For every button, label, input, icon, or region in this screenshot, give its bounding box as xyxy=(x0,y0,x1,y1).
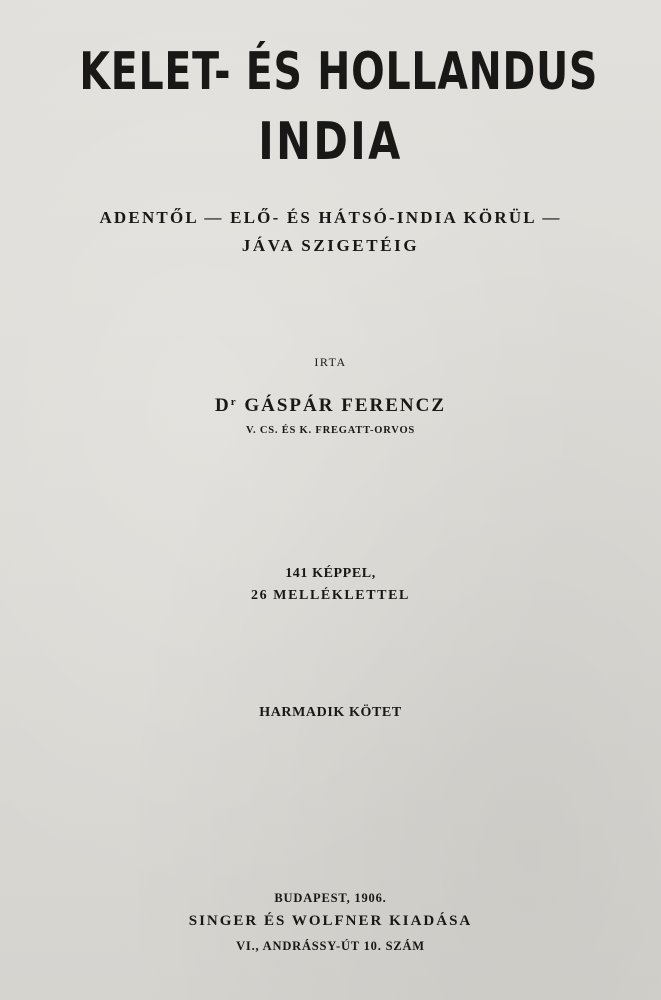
imprint-publisher: SINGER ÉS WOLFNER KIADÁSA xyxy=(188,913,473,929)
volume-label: HARMADIK KÖTET xyxy=(259,705,402,720)
author-prefix-superscript: r xyxy=(230,396,238,408)
author-name xyxy=(0,395,661,417)
imprint-address: VI., ANDRÁSSY-ÚT 10. SZÁM xyxy=(236,939,425,953)
author-rank: V. CS. ÉS K. FREGATT-ORVOS xyxy=(245,425,416,436)
author-prefix: D xyxy=(214,395,231,416)
book-title-line-2: INDIA xyxy=(258,112,403,172)
subtitle-line-2: JÁVA SZIGETÉIG xyxy=(241,236,420,255)
appendices-count: 26 MELLÉKLETTEL xyxy=(251,588,410,603)
author-name-text: GÁSPÁR FERENCZ xyxy=(244,395,447,416)
illustrations-count: 141 KÉPPEL, xyxy=(285,566,376,581)
imprint-city-year: BUDAPEST, 1906. xyxy=(274,891,387,905)
subtitle-line-1: ADENTŐL — ELŐ- ÉS HÁTSÓ-INDIA KÖRÜL — xyxy=(99,208,562,227)
byline-label: IRTA xyxy=(314,355,347,369)
book-title-line-1: KELET- ÉS HOLLANDUS xyxy=(79,42,599,102)
